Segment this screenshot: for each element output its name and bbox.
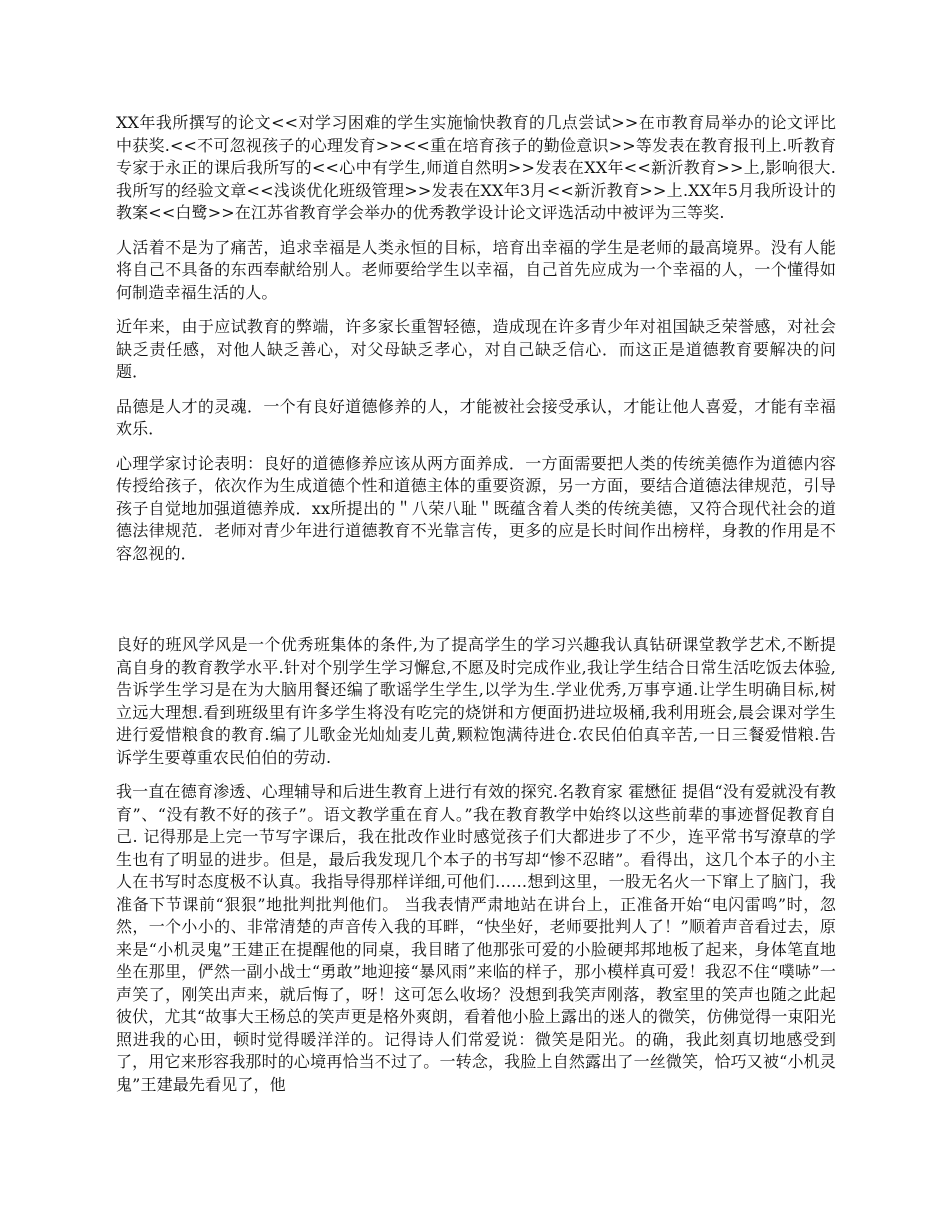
paragraph-class-atmosphere: 良好的班风学风是一个优秀班集体的条件,为了提高学生的学习兴趣我认真钻研课堂教学艺术,不断提高自身的教育教学水平.针对个别学生学习懈怠,不愿及时完成作业,我让学生结合日常生活吃饭去体验,告诉学生学习是在为大脑用餐还编了歌谣学生学生,以学为生.学业优秀,万事亨通.让学生明确目标,树立远大理想.看到班级里有许多学生将没有吃完的烧饼和方便面扔进垃圾桶,我利用班会,晨会课对学生进行爱惜粮食的教育.编了儿歌金光灿灿麦儿黄,颗粒饱满待进仓.农民伯伯真辛苦,一日三餐爱惜粮.告诉学生要尊重农民伯伯的劳动. (116, 635, 836, 767)
paragraph-moral-problems: 近年来，由于应试教育的弊端，许多家长重智轻德，造成现在许多青少年对祖国缺乏荣誉感，对社会缺乏责任感，对他人缺乏善心，对父母缺乏孝心，对自己缺乏信心．而这正是道德教育要解决的问题． (116, 317, 836, 381)
section-gap (116, 577, 836, 634)
paragraph-happiness: 人活着不是为了痛苦，追求幸福是人类永恒的目标，培育出幸福的学生是老师的最高境界。没有人能将自己不具备的东西奉献给别人。老师要给学生以幸福，自己首先应成为一个幸福的人，一个懂得如何制造幸福生活的人。 (116, 237, 836, 302)
document-body (116, 112, 836, 1108)
paragraph-character: 品德是人才的灵魂．一个有良好道德修养的人，才能被社会接受承认，才能让他人喜爱，才能有幸福欢乐． (116, 396, 836, 438)
paragraph-awards: XX年我所撰写的论文<<对学习困难的学生实施愉快教育的几点尝试>>在市教育局举办的论文评比中获奖.<<不可忽视孩子的心理发育>><<重在培育孩子的勤俭意识>>等发表在教育报刊上.听教育专家于永正的课后我所写的<<心中有学生,师道自然明>>发表在XX年<<新沂教育>>上,影响很大.我所写的经验文章<<浅谈优化班级管理>>发表在XX年3月<<新沂教育>>上.XX年5月我所设计的教案<<白鹭>>在江苏省教育学会举办的优秀教学设计论文评选活动中被评为三等奖. (116, 113, 836, 222)
paragraph-psychology-research: 心理学家讨论表明：良好的道德修养应该从两方面养成．一方面需要把人类的传统美德作为道德内容传授给孩子，依次作为生成道德个性和道德主体的重要资源，另一方面，要结合道德法律规范，引导孩子自觉地加强道德养成．xx所提出的＂八荣八耻＂既蕴含着人类的传统美德，又符合现代社会的道德法律规范．老师对青少年进行道德教育不光靠言传，更多的应是长时间作出榜样，身教的作用是不容忽视的． (116, 453, 836, 563)
paragraph-classroom-story: 我一直在德育渗透、心理辅导和后进生教育上进行有效的探究.名教育家 霍懋征 提倡“没有爱就没有教育”、“没有教不好的孩子”。语文教学重在育人。”我在教育教学中始终以这些前辈的事迹督促教育自己. 记得那是上完一节写字课后，我在批改作业时感觉孩子们大都进步了不少，连平常书写潦草的学生也有了明显的进步。但是，最后我发现几个本子的书写却“惨不忍睹”。看得出，这几个本子的小主人在书写时态度极不认真。我指导得那样详细,可他们……想到这里，一股无名火一下窜上了脑门，我准备下节课前“狠狠”地批判批判他们。 当我表情严肃地站在讲台上，正准备开始“电闪雷鸣”时，忽然，一个小小的、非常清楚的声音传入我的耳畔，“快坐好，老师要批判人了！”顺着声音看过去，原来是“小机灵鬼”王建正在提醒他的同桌，我目睹了他那张可爱的小脸硬邦邦地板了起来，身体笔直地坐在那里，俨然一副小战士“勇敢”地迎接“暴风雨”来临的样子，那小模样真可爱！我忍不住“噗哧”一声笑了，刚笑出声来，就后悔了，呀！这可怎么收场？没想到我笑声刚落，教室里的笑声也随之此起彼伏，尤其“故事大王杨总的笑声更是格外爽朗，看着他小脸上露出的迷人的微笑，仿佛觉得一束阳光照进我的心田，顿时觉得暖洋洋的。记得诗人们常爱说：微笑是阳光。的确，我此刻真切地感受到了，用它来形容我那时的心境再恰当不过了。一转念，我脸上自然露出了一丝微笑，恰巧又被“小机灵鬼”王建最先看见了，他 (116, 782, 836, 1094)
